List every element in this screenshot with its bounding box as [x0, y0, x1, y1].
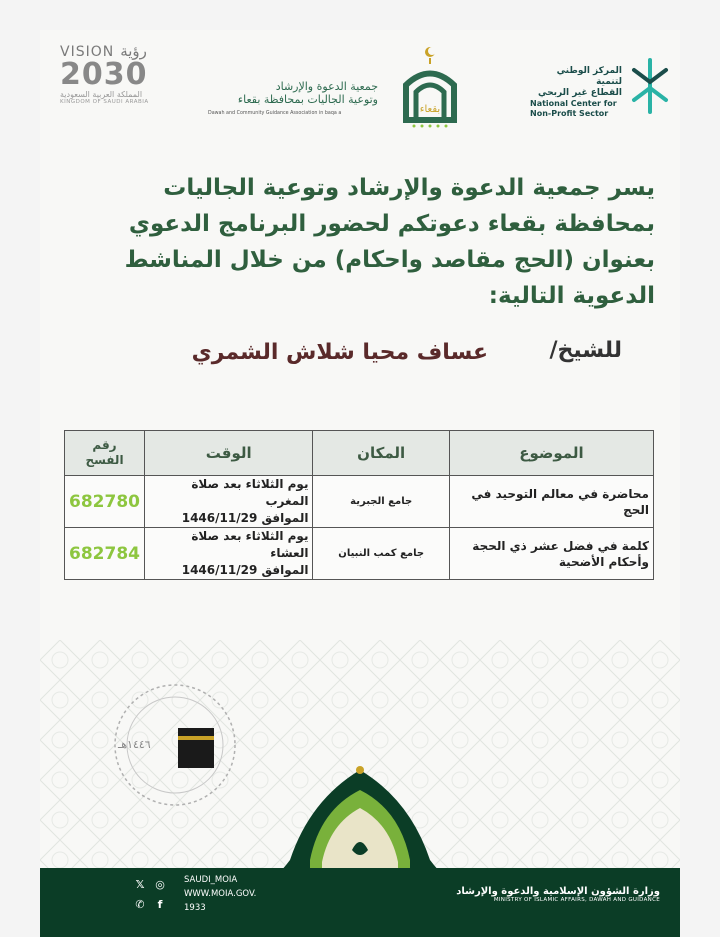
whatsapp-icon[interactable]: ✆: [135, 897, 145, 911]
hajj-year: ١٤٤٦هـ: [118, 738, 151, 751]
row1-topic-line1: محاضرة في معالم التوحيد في: [471, 486, 649, 501]
schedule-table: [64, 430, 654, 580]
intro-paragraph: [100, 170, 655, 314]
x-icon[interactable]: 𝕏: [135, 877, 145, 891]
ncnp-en-line1: National Center for: [530, 99, 617, 108]
row2-code: 682784: [65, 528, 145, 580]
social-handle[interactable]: SAUDI_MOIA: [184, 875, 238, 885]
intro-line1: يسر جمعية الدعوة والإرشاد وتوعية الجاليات: [163, 175, 655, 201]
sheikh-label: للشيخ/: [549, 338, 622, 363]
sheikh-name: عساف محيا شلاش الشمري: [191, 340, 488, 365]
kingdom-en: KINGDOM OF SAUDI ARABIA: [60, 99, 149, 105]
row2-time-line2: الموافق 1446/11/29: [181, 563, 309, 577]
ncnp-symbol-icon: [630, 56, 670, 116]
table-row: [65, 476, 654, 528]
ncnp-ar-line1: المركز الوطني لتنمية: [556, 66, 622, 87]
table-row: [65, 528, 654, 580]
association-name-line1: جمعية الدعوة والإرشاد: [275, 80, 378, 93]
instagram-icon[interactable]: ◎: [155, 877, 165, 891]
row1-time: [145, 476, 313, 528]
phone-number: 1933: [184, 903, 206, 913]
row2-time-line1: يوم الثلاثاء بعد صلاة العشاء: [191, 529, 309, 560]
website-link[interactable]: WWW.MOIA.GOV.: [184, 889, 257, 899]
ministry-logo: [430, 886, 660, 903]
row2-place: جامع كمب النبيان: [313, 528, 449, 580]
association-name-line2: وتوعية الجاليات بمحافظة بقعاء: [237, 93, 378, 106]
vision-2030-logo: [60, 42, 185, 122]
invitation-page: [40, 30, 680, 937]
row1-code: 682780: [65, 476, 145, 528]
ncnp-logo: [530, 52, 670, 122]
row2-topic: [449, 528, 653, 580]
row1-topic: [449, 476, 653, 528]
row2-topic-line1: كلمة في فضل عشر ذي الحجة: [472, 538, 649, 553]
vision-year-a: 20: [60, 57, 104, 92]
ministry-ar: وزارة الشؤون الإسلامية والدعوة والإرشاد: [456, 886, 660, 897]
vision-word: VISION: [60, 44, 115, 60]
intro-line4: الدعوية التالية:: [488, 283, 655, 309]
baqaa-mark-icon: [386, 40, 476, 130]
facebook-icon[interactable]: f: [157, 897, 163, 911]
baqaa-logo-word: بقعاء: [419, 104, 441, 115]
row1-time-line1: يوم الثلاثاء بعد صلاة المغرب: [191, 477, 309, 508]
row1-time-line2: الموافق 1446/11/29: [181, 511, 309, 525]
ncnp-en-line2: Non-Profit Sector: [530, 109, 609, 118]
header-place: المكان: [313, 431, 449, 476]
association-logo: [208, 40, 478, 130]
row2-time: [145, 528, 313, 580]
social-links: [132, 874, 292, 934]
row2-topic-line2: وأحكام الأضحية: [558, 554, 649, 569]
row1-topic-line2: الحج: [623, 502, 649, 517]
kingdom-ar: المملكة العربية السعودية: [60, 90, 143, 99]
vision-word-ar: رؤية: [120, 42, 147, 60]
row1-place: جامع الجبرية: [313, 476, 449, 528]
header-topic: الموضوع: [449, 431, 653, 476]
ministry-en: MINISTRY OF ISLAMIC AFFAIRS, DAWAH AND GUIDANCE: [493, 897, 660, 903]
header-code-line2: الفسح: [85, 453, 124, 467]
table-header-row: [65, 431, 654, 476]
intro-line2: بمحافظة بقعاء دعوتكم لحضور البرنامج الدعوي: [128, 211, 655, 237]
header-time: الوقت: [145, 431, 313, 476]
vision-year-b: 30: [103, 57, 148, 92]
association-name-en: Dawah and Community Guidance Association in baqa a: [208, 111, 342, 116]
ncnp-ar-line2: القطاع غير الربحي: [538, 88, 622, 98]
header-code: [65, 431, 145, 476]
intro-line3: بعنوان (الحج مقاصد واحكام) من خلال المناشط: [124, 247, 655, 273]
header-code-line1: رقم: [92, 438, 117, 452]
